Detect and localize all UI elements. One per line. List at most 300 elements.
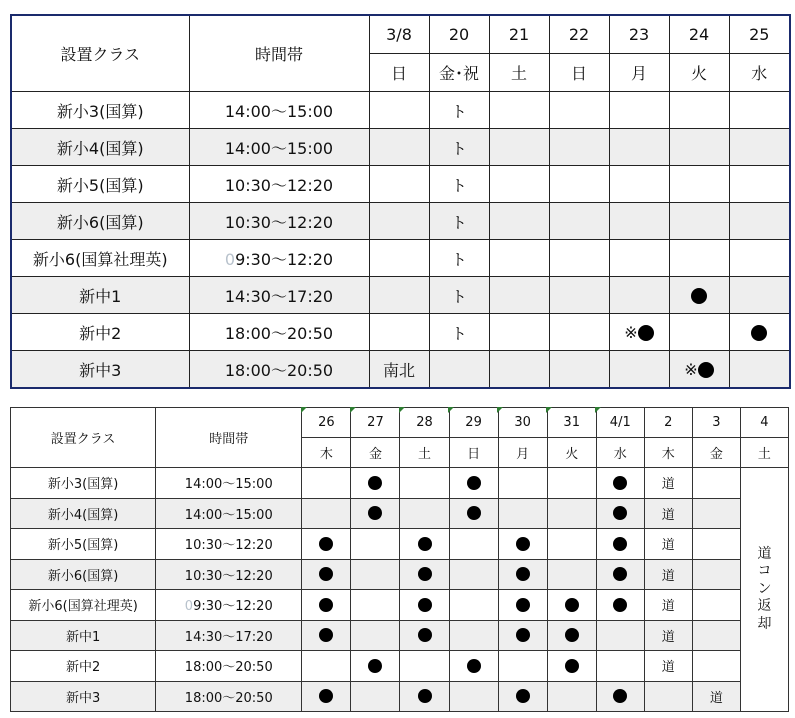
time-value: 10:30～12:20: [184, 538, 273, 554]
date-cell: 28: [400, 408, 449, 438]
schedule-cell: [369, 277, 429, 314]
schedule-cell: [302, 498, 351, 529]
time-cell: [189, 314, 369, 351]
schedule-cell: [369, 166, 429, 203]
weekday-cell: 日: [549, 54, 609, 92]
schedule-cell: [729, 203, 790, 240]
comment-marker-icon: [546, 407, 552, 413]
schedule-cell: [400, 498, 449, 529]
cell-mark: ト: [450, 286, 467, 306]
time-value: 14:30～17:20: [224, 286, 334, 306]
schedule-cell: [489, 240, 549, 277]
time-value: 18:00～20:50: [224, 323, 334, 343]
date-cell: 21: [489, 15, 549, 54]
schedule-cell: [692, 498, 740, 529]
schedule-cell: [400, 468, 449, 499]
schedule-cell: [547, 651, 596, 682]
time-cell: [189, 203, 369, 240]
schedule-cell: [729, 351, 790, 389]
schedule-cell: [498, 590, 547, 621]
schedule-cell: [644, 590, 692, 621]
time-cell: [189, 240, 369, 277]
filled-circle-mark: [418, 628, 432, 642]
schedule-cell: [369, 203, 429, 240]
note-char: 返: [757, 598, 772, 615]
note-asterisk: ※: [624, 323, 638, 342]
filled-circle-mark: [418, 537, 432, 551]
schedule-cell: [669, 129, 729, 166]
schedule-cell: [609, 203, 669, 240]
filled-circle-mark: [613, 537, 627, 551]
time-cell: [189, 277, 369, 314]
schedule-cell: [351, 529, 400, 560]
schedule-cell: [729, 240, 790, 277]
cell-mark: 南北: [382, 360, 415, 380]
table-row: [11, 92, 790, 129]
time-value: 9:30～12:20: [193, 599, 273, 615]
class-name-cell: 新小6(国算社理英): [11, 240, 189, 277]
schedule-cell: [351, 468, 400, 499]
schedule-cell: [609, 314, 669, 351]
schedule-cell: [498, 651, 547, 682]
schedule-cell: [596, 681, 644, 712]
weekday-cell: 土: [400, 438, 449, 468]
weekday-cell: 土: [740, 438, 788, 468]
time-value: 9:30～12:20: [235, 249, 334, 269]
note-asterisk: ※: [684, 360, 698, 379]
schedule-cell: [369, 314, 429, 351]
cell-mark: 道: [661, 568, 675, 584]
schedule-cell: [400, 529, 449, 560]
filled-circle-mark: [613, 476, 627, 490]
schedule-cell: [549, 203, 609, 240]
class-name-cell: 新中3: [11, 681, 156, 712]
filled-circle-mark: [467, 506, 481, 520]
weekday-cell: 水: [729, 54, 790, 92]
table-row: [11, 277, 790, 314]
schedule-cell: [429, 277, 489, 314]
schedule-cell: [669, 277, 729, 314]
filled-circle-mark: [613, 598, 627, 612]
class-name-cell: 新小5(国算): [11, 529, 156, 560]
schedule-cell: [669, 203, 729, 240]
filled-circle-mark: [691, 288, 707, 304]
comment-marker-icon: [350, 407, 356, 413]
schedule-cell: [429, 92, 489, 129]
filled-circle-mark: [516, 598, 530, 612]
time-value: 18:00～20:50: [224, 360, 334, 380]
schedule-cell: [644, 468, 692, 499]
schedule-cell: [644, 651, 692, 682]
schedule-cell: [547, 559, 596, 590]
cell-mark: 道: [661, 538, 675, 554]
schedule-cell: [351, 681, 400, 712]
filled-circle-mark: [418, 689, 432, 703]
time-value: 18:00～20:50: [184, 690, 273, 706]
cell-mark: ト: [450, 323, 467, 343]
date-cell: 25: [729, 15, 790, 54]
schedule-cell: [302, 590, 351, 621]
cell-mark: 道: [661, 629, 675, 645]
schedule-cell: [429, 351, 489, 389]
class-name-cell: 新中2: [11, 651, 156, 682]
schedule-cell: [547, 468, 596, 499]
cell-mark: ト: [450, 249, 467, 269]
time-cell: [156, 681, 302, 712]
class-name-cell: 新中1: [11, 620, 156, 651]
schedule-cell: [609, 277, 669, 314]
schedule-cell: [498, 559, 547, 590]
weekday-cell: 土: [489, 54, 549, 92]
filled-circle-mark: [368, 506, 382, 520]
schedule-cell: [498, 681, 547, 712]
schedule-cell: [669, 166, 729, 203]
time-prefix: 0: [224, 249, 236, 269]
filled-circle-mark: [319, 537, 333, 551]
schedule-cell: [692, 681, 740, 712]
schedule-cell: [609, 129, 669, 166]
class-name-cell: 新小4(国算): [11, 129, 189, 166]
filled-circle-mark: [319, 689, 333, 703]
schedule-cell: [449, 529, 498, 560]
schedule-cell: [400, 559, 449, 590]
date-cell: 23: [609, 15, 669, 54]
schedule-cell: [449, 681, 498, 712]
schedule-cell: [729, 92, 790, 129]
cell-mark: ト: [450, 175, 467, 195]
note-char: 道: [757, 545, 772, 562]
weekday-cell: 火: [547, 438, 596, 468]
table-row: [11, 651, 789, 682]
note-char: 却: [757, 615, 772, 632]
schedule-cell: [549, 351, 609, 389]
time-cell: [156, 468, 302, 499]
filled-circle-mark: [467, 476, 481, 490]
schedule-cell: [449, 468, 498, 499]
schedule-cell: [302, 651, 351, 682]
note-char: ン: [757, 580, 772, 597]
schedule-cell: [692, 651, 740, 682]
comment-marker-icon: [301, 407, 307, 413]
schedule-cell: [498, 620, 547, 651]
schedule-cell: [692, 529, 740, 560]
schedule-cell: [449, 590, 498, 621]
comment-marker-icon: [399, 407, 405, 413]
date-cell: 27: [351, 408, 400, 438]
class-name-cell: 新中1: [11, 277, 189, 314]
time-cell: [189, 92, 369, 129]
merged-note-cell: [740, 468, 788, 712]
date-cell: 4/1: [596, 408, 644, 438]
schedule-cell: [669, 314, 729, 351]
schedule-cell: [302, 529, 351, 560]
schedule-cell: [644, 498, 692, 529]
schedule-cell: [549, 129, 609, 166]
time-value: 10:30～12:20: [224, 175, 334, 195]
table-row: [11, 203, 790, 240]
weekday-cell: 月: [609, 54, 669, 92]
weekday-cell: 木: [644, 438, 692, 468]
schedule-cell: [489, 92, 549, 129]
filled-circle-mark: [319, 628, 333, 642]
schedule-cell: [669, 351, 729, 389]
schedule-cell: [302, 681, 351, 712]
schedule-cell: [351, 559, 400, 590]
filled-circle-mark: [565, 628, 579, 642]
table-row: [11, 314, 790, 351]
weekday-cell: 火: [669, 54, 729, 92]
schedule-cell: [489, 129, 549, 166]
schedule-cell: [400, 651, 449, 682]
class-name-cell: 新中3: [11, 351, 189, 389]
class-header: 設置クラス: [11, 15, 189, 92]
schedule-cell: [369, 240, 429, 277]
weekday-cell: 金: [692, 438, 740, 468]
schedule-cell: [609, 240, 669, 277]
schedule-cell: [302, 468, 351, 499]
schedule-cell: [729, 129, 790, 166]
class-name-cell: 新小3(国算): [11, 468, 156, 499]
schedule-cell: [596, 559, 644, 590]
date-cell: 30: [498, 408, 547, 438]
cell-mark: ト: [450, 212, 467, 232]
schedule-cell: [596, 468, 644, 499]
schedule-cell: [549, 277, 609, 314]
schedule-cell: [351, 651, 400, 682]
filled-circle-mark: [613, 567, 627, 581]
schedule-cell: [547, 529, 596, 560]
class-name-cell: 新小6(国算): [11, 559, 156, 590]
time-value: 14:30～17:20: [184, 629, 273, 645]
schedule-cell: [302, 620, 351, 651]
time-cell: [189, 129, 369, 166]
filled-circle-mark: [698, 362, 714, 378]
schedule-cell: [669, 240, 729, 277]
cell-mark: 道: [661, 660, 675, 676]
filled-circle-mark: [751, 325, 767, 341]
filled-circle-mark: [565, 659, 579, 673]
schedule-cell: [609, 92, 669, 129]
note-char: コ: [757, 563, 772, 580]
schedule-cell: [449, 651, 498, 682]
date-cell: 26: [302, 408, 351, 438]
schedule-table-march: [10, 14, 791, 389]
schedule-cell: [549, 92, 609, 129]
table-row: [11, 468, 789, 499]
filled-circle-mark: [418, 567, 432, 581]
schedule-cell: [351, 498, 400, 529]
schedule-cell: [449, 559, 498, 590]
schedule-cell: [596, 651, 644, 682]
weekday-cell: 金: [351, 438, 400, 468]
filled-circle-mark: [368, 659, 382, 673]
time-cell: [156, 529, 302, 560]
schedule-cell: [369, 351, 429, 389]
schedule-cell: [498, 468, 547, 499]
schedule-cell: [302, 559, 351, 590]
time-value: 10:30～12:20: [224, 212, 334, 232]
schedule-cell: [609, 351, 669, 389]
schedule-cell: [400, 620, 449, 651]
schedule-cell: [489, 166, 549, 203]
date-cell: 31: [547, 408, 596, 438]
table-row: [11, 559, 789, 590]
date-cell: 4: [740, 408, 788, 438]
filled-circle-mark: [565, 598, 579, 612]
schedule-cell: [547, 590, 596, 621]
time-cell: [156, 620, 302, 651]
schedule-cell: [729, 277, 790, 314]
schedule-cell: [644, 620, 692, 651]
table-row: [11, 166, 790, 203]
comment-marker-icon: [595, 407, 601, 413]
filled-circle-mark: [638, 325, 654, 341]
time-cell: [156, 498, 302, 529]
schedule-cell: [549, 166, 609, 203]
schedule-cell: [400, 681, 449, 712]
weekday-cell: 日: [449, 438, 498, 468]
schedule-cell: [644, 681, 692, 712]
time-header: 時間帯: [189, 15, 369, 92]
cell-mark: 道: [661, 477, 675, 493]
date-cell: 20: [429, 15, 489, 54]
class-name-cell: 新小3(国算): [11, 92, 189, 129]
schedule-cell: [669, 92, 729, 129]
time-value: 14:00～15:00: [184, 477, 273, 493]
time-value: 14:00～15:00: [224, 138, 334, 158]
filled-circle-mark: [467, 659, 481, 673]
schedule-cell: [596, 498, 644, 529]
schedule-cell: [429, 203, 489, 240]
table-row: [11, 529, 789, 560]
weekday-cell: 水: [596, 438, 644, 468]
weekday-cell: 木: [302, 438, 351, 468]
time-header: 時間帯: [156, 408, 302, 468]
table-row: [11, 620, 789, 651]
table-row: [11, 129, 790, 166]
schedule-cell: [729, 166, 790, 203]
schedule-cell: [547, 620, 596, 651]
filled-circle-mark: [319, 598, 333, 612]
schedule-cell: [692, 559, 740, 590]
filled-circle-mark: [319, 567, 333, 581]
date-cell: 2: [644, 408, 692, 438]
schedule-cell: [596, 590, 644, 621]
time-value: 18:00～20:50: [184, 660, 273, 676]
schedule-cell: [549, 240, 609, 277]
comment-marker-icon: [448, 407, 454, 413]
time-prefix: 0: [184, 599, 194, 615]
date-cell: 22: [549, 15, 609, 54]
cell-mark: 道: [661, 599, 675, 615]
comment-marker-icon: [497, 407, 503, 413]
schedule-cell: [369, 129, 429, 166]
schedule-cell: [489, 277, 549, 314]
schedule-cell: [449, 620, 498, 651]
time-value: 14:00～15:00: [224, 101, 334, 121]
schedule-cell: [489, 203, 549, 240]
schedule-cell: [692, 620, 740, 651]
schedule-cell: [692, 590, 740, 621]
filled-circle-mark: [516, 689, 530, 703]
filled-circle-mark: [368, 476, 382, 490]
cell-mark: ト: [450, 138, 467, 158]
class-name-cell: 新中2: [11, 314, 189, 351]
date-cell: 29: [449, 408, 498, 438]
weekday-cell: 月: [498, 438, 547, 468]
cell-mark: 道: [661, 507, 675, 523]
cell-mark: 道: [709, 690, 723, 706]
time-cell: [156, 651, 302, 682]
class-header: 設置クラス: [11, 408, 156, 468]
schedule-cell: [489, 351, 549, 389]
date-header-row: [11, 15, 790, 54]
time-cell: [156, 559, 302, 590]
schedule-cell: [429, 129, 489, 166]
weekday-cell: 日: [369, 54, 429, 92]
schedule-cell: [351, 590, 400, 621]
class-name-cell: 新小6(国算): [11, 203, 189, 240]
schedule-cell: [596, 620, 644, 651]
time-cell: [189, 166, 369, 203]
schedule-cell: [449, 498, 498, 529]
date-cell: 24: [669, 15, 729, 54]
table-row: [11, 590, 789, 621]
time-cell: [189, 351, 369, 389]
schedule-cell: [429, 240, 489, 277]
schedule-cell: [729, 314, 790, 351]
filled-circle-mark: [516, 567, 530, 581]
schedule-cell: [547, 681, 596, 712]
cell-mark: ト: [450, 101, 467, 121]
filled-circle-mark: [516, 537, 530, 551]
time-cell: [156, 590, 302, 621]
schedule-cell: [400, 590, 449, 621]
schedule-cell: [644, 529, 692, 560]
table-row: [11, 681, 789, 712]
table-row: [11, 351, 790, 389]
schedule-cell: [429, 314, 489, 351]
schedule-cell: [429, 166, 489, 203]
schedule-cell: [369, 92, 429, 129]
schedule-cell: [609, 166, 669, 203]
filled-circle-mark: [613, 689, 627, 703]
schedule-cell: [547, 498, 596, 529]
filled-circle-mark: [516, 628, 530, 642]
schedule-cell: [692, 468, 740, 499]
filled-circle-mark: [613, 506, 627, 520]
schedule-cell: [644, 559, 692, 590]
class-name-cell: 新小6(国算社理英): [11, 590, 156, 621]
class-name-cell: 新小5(国算): [11, 166, 189, 203]
time-value: 10:30～12:20: [184, 568, 273, 584]
time-value: 14:00～15:00: [184, 507, 273, 523]
schedule-cell: [489, 314, 549, 351]
table-row: [11, 498, 789, 529]
date-cell: 3/8: [369, 15, 429, 54]
schedule-cell: [498, 529, 547, 560]
weekday-cell: 金･祝: [429, 54, 489, 92]
table-row: [11, 240, 790, 277]
schedule-cell: [498, 498, 547, 529]
schedule-cell: [596, 529, 644, 560]
schedule-cell: [351, 620, 400, 651]
filled-circle-mark: [418, 598, 432, 612]
schedule-table-april: [10, 407, 789, 712]
date-cell: 3: [692, 408, 740, 438]
schedule-cell: [549, 314, 609, 351]
vertical-note: [741, 546, 788, 634]
